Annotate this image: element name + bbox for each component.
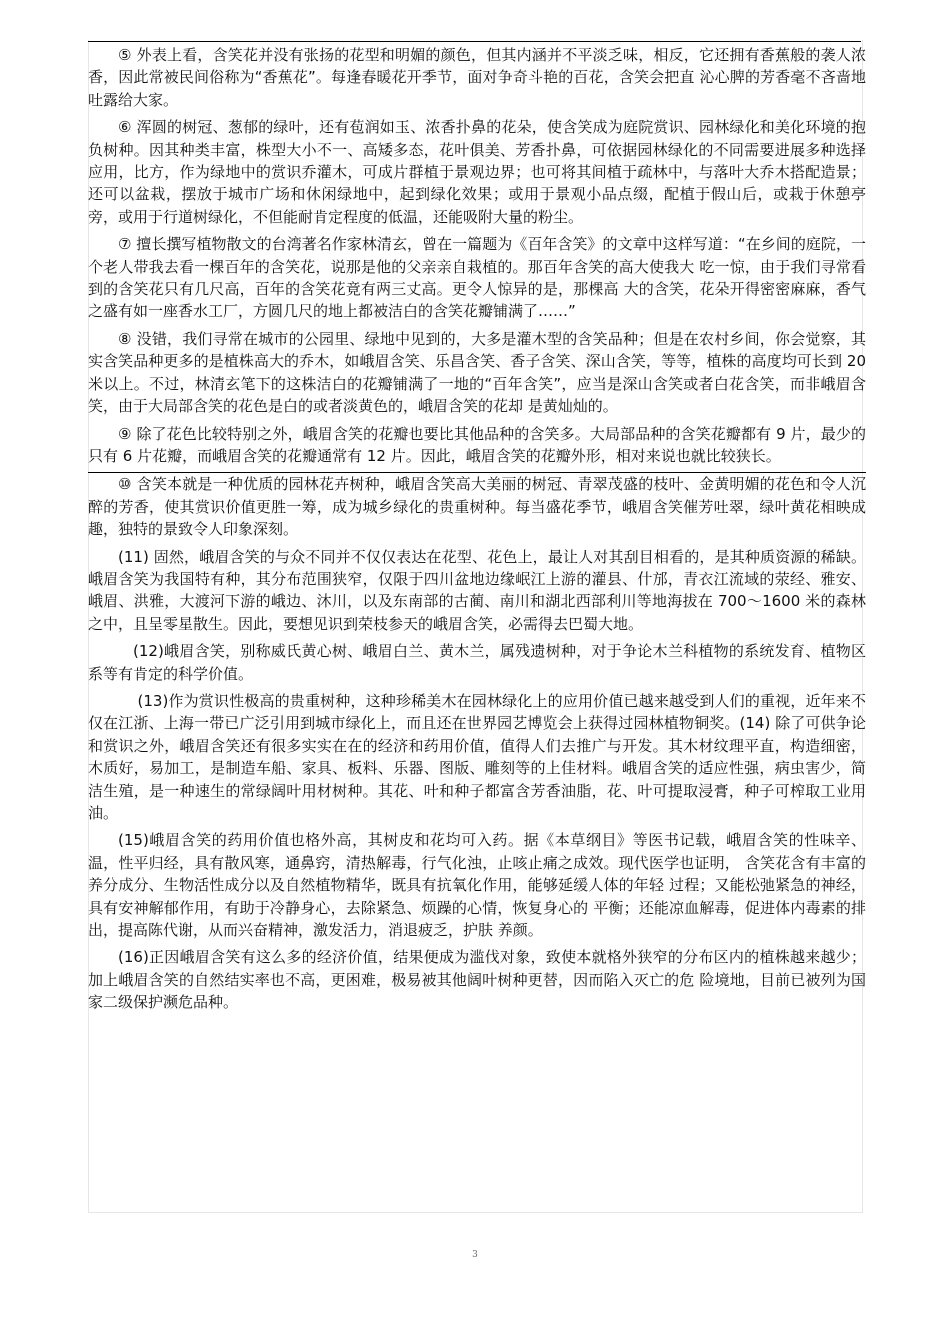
paragraph-8: ⑧ 没错，我们寻常在城市的公园里、绿地中见到的，大多是灌木型的含笑品种；但是在农村乡间，你会觉察，其实含笑品种更多的是植株高大的乔木，如峨眉含笑、乐昌含笑、香子含笑、深山含笑，等等，植株的高度均可长到 20 米以上。不过，林清玄笔下的这株洁白的花瓣铺满了一地的“百年含笑”，应当是深山含笑或者白花含笑，而非峨眉含笑，由于大局部含笑的花色是白的或者淡黄色的，峨眉含笑的花却 是黄灿灿的。 [88, 329, 866, 416]
paragraph-5: ⑤ 外表上看，含笑花并没有张扬的花型和明媚的颜色，但其内涵并不平淡乏味，相反，它还拥有香蕉般的袭人浓香，因此常被民间俗称为“香蕉花”。每逢春暖花开季节，面对争奇斗艳的百花，含笑会把直 沁心脾的芳香毫不吝啬地吐露给大家。 [88, 46, 866, 109]
page-number: 3 [472, 1250, 478, 1260]
paragraph-13-14: (13)作为赏识性极高的贵重树种，这种珍稀美木在园林绿化上的应用价值已越来越受到人们的重视，近年来不仅在江浙、上海一带已广泛引用到城市绿化上，而且还在世界园艺博览会上获得过园林植物铜奖。(14) 除了可供争论和赏识之外，峨眉含笑还有很多实实在在的经济和药用价值，值得人们去推广与开发。其木材纹理平直，构造细密，木质好，易加工，是制造车船、家具、板料、乐器、图版、雕刻等的上佳材料。峨眉含笑的适应性强，病虫害少，简洁生殖，是一种速生的常绿阔叶用材树种。其花、叶和种子都富含芳香油脂，花、叶可提取浸膏，种子可榨取工业用油。 [88, 691, 866, 822]
article-body [88, 44, 866, 1019]
paragraph-15: (15)峨眉含笑的药用价值也格外高，其树皮和花均可入药。据《本草纲目》等医书记载，峨眉含笑的性味辛、温，性平归经，具有散风寒，通鼻窍，清热解毒，行气化浊，止咳止痛之成效。现代医学也证明， 含笑花含有丰富的养分成分、生物活性成分以及自然植物精华，既具有抗氧化作用，能够延缓人体的年轻 过程；又能松弛紧急的神经，具有安神解郁作用，有助于冷静身心，去除紧急、烦躁的心情，恢复身心的 平衡；还能凉血解毒，促进体内毒素的排出，提高陈代谢，从而兴奋精神，激发活力，消退疲乏，护肤 养颜。 [88, 831, 866, 940]
paragraph-12: (12)峨眉含笑，别称威氏黄心树、峨眉白兰、黄木兰，属残遗树种，对于争论木兰科植物的系统发育、植物区系等有肯定的科学价值。 [88, 642, 866, 683]
paragraph-10: ⑩ 含笑本就是一种优质的园林花卉树种，峨眉含笑高大美丽的树冠、青翠茂盛的枝叶、金黄明媚的花色和令人沉醉的芳香，使其赏识价值更胜一筹，成为城乡绿化的贵重树种。每当盛花季节，峨眉含笑催芳吐翠，绿叶黄花相映成趣，独特的景致令人印象深刻。 [88, 472, 866, 540]
paragraph-6: ⑥ 浑圆的树冠、葱郁的绿叶，还有苞润如玉、浓香扑鼻的花朵，使含笑成为庭院赏识、园林绿化和美化环境的抱负树种。因其种类丰富，株型大小不一、高矮多态，花叶俱美、芳香扑鼻，可依据园林绿化的不同需要进展多种选择应用，比方，作为绿地中的赏识乔灌木，可成片群植于景观边界；也可将其间植于疏林中，与落叶大乔木搭配造景；还可以盆栽，摆放于城市广场和休闲绿地中，起到绿化效果；或用于景观小品点缀，配植于假山后，或栽于休憩亭旁，或用于行道树绿化，不但能耐肯定程度的低温，还能吸附大量的粉尘。 [88, 118, 866, 226]
paragraph-16: (16)正因峨眉含笑有这么多的经济价值，结果便成为滥伐对象，致使本就格外狭窄的分布区内的植株越来越少；加上峨眉含笑的自然结实率也不高，更困难，极易被其他阔叶树种更替，因而陷入灭亡的危 险境地，目前已被列为国家二级保护濒危品种。 [88, 948, 866, 1012]
top-rule [88, 41, 861, 42]
paragraph-11: (11) 固然，峨眉含笑的与众不同并不仅仅表达在花型、花色上，最让人对其刮目相看的，是其种质资源的稀缺。峨眉含笑为我国特有种，其分布范围狭窄，仅限于四川盆地边缘岷江上游的灌县、什邡，青衣江流域的荥经、雅安、峨眉、洪雅，大渡河下游的峨边、沐川，以及东南部的古蔺、南川和湖北西部利川等地海拔在 700～1600 米的森林之中，且呈零星散生。因此，要想见识到荣枝参天的峨眉含笑，必需得去巴蜀大地。 [88, 547, 866, 633]
paragraph-7: ⑦ 擅长撰写植物散文的台湾著名作家林清玄，曾在一篇题为《百年含笑》的文章中这样写道：“在乡间的庭院，一个老人带我去看一棵百年的含笑花，说那是他的父亲亲自栽植的。那百年含笑的高大使我大 吃一惊，由于我们寻常看到的含笑花只有几尺高，百年的含笑花竟有两三丈高。更令人惊异的是，那棵高 大的含笑，花朵开得密密麻麻，香气之盛有如一座香水工厂，方圆几尺的地上都被洁白的含笑花瓣铺满了……” [88, 235, 866, 321]
paragraph-9: ⑨ 除了花色比较特别之外，峨眉含笑的花瓣也要比其他品种的含笑多。大局部品种的含笑花瓣都有 9 片，最少的只有 6 片花瓣，而峨眉含笑的花瓣通常有 12 片。因此，峨眉含笑的花瓣外形，相对来说也就比较狭长。 [88, 424, 866, 465]
